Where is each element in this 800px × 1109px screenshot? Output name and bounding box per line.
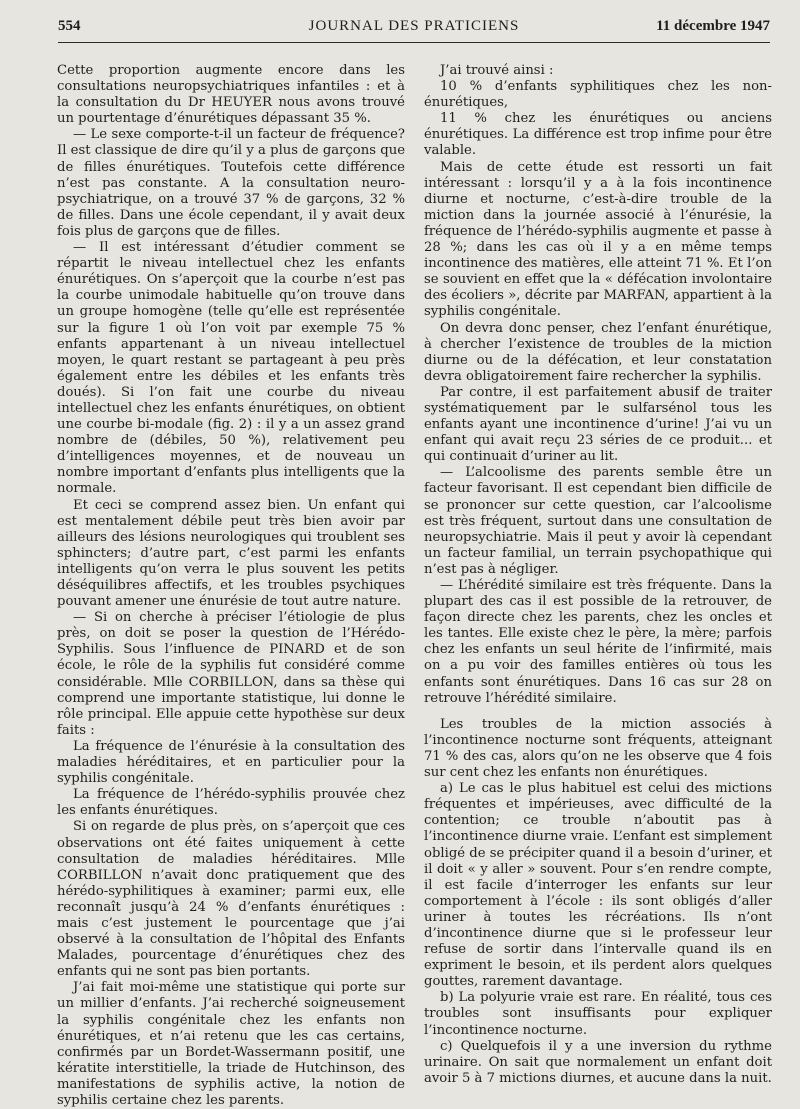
paragraph: 11 % chez les énurétiques ou anciens énurétiques. La différence est trop infime pour être valable. <box>424 111 772 159</box>
paragraph: Par contre, il est parfaitement abusif de traiter systématiquement par le sulfarsénol tous les enfants ayant une incontinence d’urine! J’ai vu un enfant qui avait reçu 23 séries de ce produit... et qui continuait d’uriner au lit. <box>424 384 772 465</box>
paragraph: Et ceci se comprend assez bien. Un enfant qui est mentalement débile peut très bien avoir par ailleurs des lésions neurologiques qui troublent ses sphincters; d’autre part, c’est parmi les enfants intelligents qu’on verra le plus souvent les petits déséquilibres affectifs, et les troubles psychiques pouvant amener une énurésie de tout autre nature. <box>57 497 405 610</box>
paragraph: — Si on cherche à préciser l’étiologie de plus près, on doit se poser la question de l’Hérédo-Syphilis. Sous l’influence de PINARD et de son école, le rôle de la syphilis fut considéré comme considérable. Mlle CORBILLON, dans sa thèse qui comprend une importante statistique, lui donne le rôle principal. Elle appuie cette hypothèse sur deux faits : <box>57 610 405 738</box>
paragraph: J’ai fait moi-même une statistique qui porte sur un millier d’enfants. J’ai recherché soigneusement la syphilis congénitale chez les enfants non énurétiques, et n’ai retenu que les cas certains, confirmés par un Bordet-Wassermann positif, une kératite interstitielle, la triade de Hutchinson, des manifestations de syphilis active, la notion de syphilis certaine chez les parents. <box>57 980 405 1108</box>
paragraph: c) Quelquefois il y a une inversion du rythme urinaire. On sait que normalement un enfant doit avoir 5 à 7 mictions diurnes, et aucune dans la nuit. <box>424 1038 772 1086</box>
paragraph: La fréquence de l’énurésie à la consultation des maladies héréditaires, et en particulier pour la syphilis congénitale. <box>57 738 405 787</box>
left-column <box>57 63 405 1109</box>
paragraph: Si on regarde de plus près, on s’aperçoit que ces observations ont été faites uniquement à cette consultation de maladies héréditaires. Mlle CORBILLON n’avait donc pratiquement que des hérédo-syphilitiques à examiner; parmi eux, elle reconnaît jusqu’à 24 % d’enfants énurétiques : mais c’est justement le pourcentage que j’ai observé à la consultation de l’hôpital des Enfants Malades, pourcentage d’énurétiques chez des enfants qui ne sont pas bien portants. <box>57 819 405 980</box>
paragraph: — L’alcoolisme des parents semble être un facteur favorisant. Il est cependant bien difficile de se prononcer sur cette question, car l’alcoolisme est très fréquent, surtout dans une consultation de neuropsychiatrie. Mais il peut y avoir là cependant un facteur familial, un terrain psychopathique qui n’est pas à négliger. <box>424 465 772 577</box>
paragraph: — Le sexe comporte-t-il un facteur de fréquence? Il est classique de dire qu’il y a plus de garçons que de filles énurétiques. Toutefois cette différence n’est pas constante. A la consultation neuro-psychiatrique, on a trouvé 37 % de garçons, 32 % de filles. Dans une école cependant, il y avait deux fois plus de garçons que de filles. <box>57 127 405 239</box>
paragraph: a) Le cas le plus habituel est celui des mictions fréquentes et impérieuses, avec difficulté de la contention; ce trouble n’aboutit pas à l’incontinence diurne vraie. L’enfant est simplement obligé de se précipiter quand il a besoin d’uriner, et il doit « y aller » souvent. Pour s’en rendre compte, il est facile d’interroger les enfants sur leur comportement à l’école : ils sont obligés d’aller uriner à toutes les récréations. Ils n’ont d’incontinence diurne que si le professeur leur refuse de sortir dans l’intervalle quand ils en expriment le besoin, et ils perdent alors quelques gouttes, rarement davantage. <box>424 781 772 990</box>
journal-title: JOURNAL DES PRATICIENS <box>308 18 520 34</box>
paragraph: On devra donc penser, chez l’enfant énurétique, à chercher l’existence de troubles de la miction diurne ou de la défécation, et leur constatation devra obligatoirement faire rechercher la syphilis. <box>424 320 772 384</box>
paragraph: Mais de cette étude est ressorti un fait intéressant : lorsqu’il y a à la fois incontinence diurne et nocturne, c’est-à-dire trouble de la miction dans la journée associé à l’énurésie, la fréquence de l’hérédo-syphilis augmente et passe à 28 %; dans les cas où il y a en même temps incontinence des matières, elle atteint 71 %. Et l’on se souvient en effet que la « défécation involontaire des écoliers », décrite par MARFAN, appartient à la syphilis congénitale. <box>424 159 772 320</box>
page-number: 554 <box>58 18 81 34</box>
paragraph: La fréquence de l’hérédo-syphilis prouvée chez les enfants énurétiques. <box>57 787 405 819</box>
paragraph: b) La polyurie vraie est rare. En réalité, tous ces troubles sont insuffisants pour expliquer l’incontinence nocturne. <box>424 990 772 1038</box>
paragraph: Cette proportion augmente encore dans les consultations neuropsychiatriques infantiles : et à la consultation du Dr HEUYER nous avons trouvé un pourtentage d’énurétiques dépassant 35 %. <box>57 63 405 127</box>
issue-date: 11 décembre 1947 <box>656 18 770 34</box>
paragraph: — L’hérédité similaire est très fréquente. Dans la plupart des cas il est possible de la retrouver, de façon directe chez les parents, chez les oncles et les tantes. Elle existe chez le père, la mère; parfois chez les enfants un seul hérite de l’infirmité, mais on a pu voir des familles entières où tous les enfants sont énurétiques. Dans 16 cas sur 28 on retrouve l’hérédité similaire. <box>424 578 772 706</box>
paragraph: Les troubles de la miction associés à l’incontinence nocturne sont fréquents, atteignant 71 % des cas, alors qu’on ne les observe que 4 fois sur cent chez les enfants non énurétiques. <box>424 716 772 781</box>
paragraph: — Il est intéressant d’étudier comment se répartit le niveau intellectuel chez les enfants énurétiques. On s’aperçoit que la courbe n’est pas la courbe unimodale habituelle qu’on trouve dans un groupe homogène (telle qu’elle est représentée sur la figure 1 où l’on voit par exemple 75 % enfants appartenant à un niveau intellectuel moyen, le quart restant se partageant à peu près également entre les débiles et les enfants très doués). Si l’on fait une courbe du niveau intellectuel chez les enfants énurétiques, on obtient une courbe bi-modale (fig. 2) : il y a un assez grand nombre de (débiles, 50 %), relativement peu d’intelligences moyennes, et de nouveau un nombre important d’enfants plus intelligents que la normale. <box>57 240 405 497</box>
right-column <box>424 63 772 1087</box>
page-header <box>58 16 770 43</box>
paragraph: J’ai trouvé ainsi : <box>440 63 554 78</box>
paragraph: 10 % d’enfants syphilitiques chez les non-énurétiques, <box>424 79 772 111</box>
